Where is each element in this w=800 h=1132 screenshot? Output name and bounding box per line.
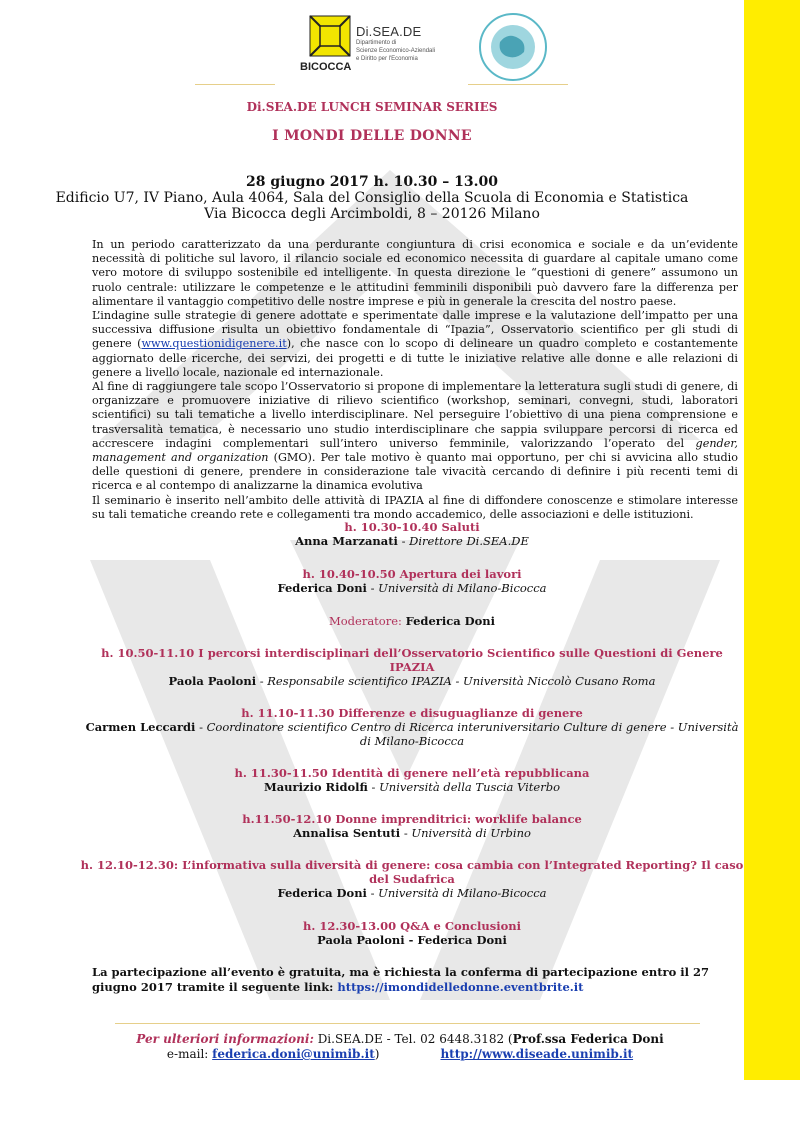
program-item-8: h. 12.30-13.00 Q&A e Conclusioni Paola Paoloni - Federica Doni	[303, 919, 521, 947]
observatory-logo	[478, 12, 548, 82]
footer-contact: Prof.ssa Federica Doni	[512, 1032, 664, 1046]
intro-paragraph-1: In un periodo caratterizzato da una perdurante congiuntura di crisi economica e sociale e da un’evidente necessità di politiche sul lavoro, il rilancio sociale ed economico necessita di guardare al capitale umano come vero motore di sviluppo sostenibile ed intelligente. In questa direzione le “questioni di genere” assumono un ruolo centrale: utilizzare le competenze e le attitudini femminili disponibili può davvero fare la differenza per alimentare il vantaggio competitivo delle nostre imprese e più in generale la crescita del nostro paese.	[92, 238, 738, 308]
program-item-4: h. 11.10-11.30 Differenze e disuguaglianze di genere Carmen Leccardi - Coordinatore scientifico Centro di Ricerca interuniversitario Culture di genere - Università di Milano-Bicocca	[85, 706, 739, 748]
footer-divider	[115, 1023, 700, 1024]
header-divider-right	[468, 84, 568, 85]
program-item-2: h. 10.40-10.50 Apertura dei lavori Federica Doni - Università di Milano-Bicocca	[277, 567, 547, 595]
dept-sub-2: Scienze Economico-Aziendali	[356, 48, 436, 54]
series-title: Di.SEA.DE LUNCH SEMINAR SERIES	[246, 100, 498, 114]
event-venue: Edificio U7, IV Piano, Aula 4064, Sala del Consiglio della Scuola di Economia e Statistica	[55, 190, 689, 206]
program-item-6: h.11.50-12.10 Donne imprenditrici: worklife balance Annalisa Sentuti - Università di Urbino	[242, 812, 582, 840]
svg-text:BICOCCA: BICOCCA	[300, 61, 352, 73]
unimib-logo	[298, 14, 354, 74]
footer: Per ulteriori informazioni: Di.SEA.DE - Tel. 02 6448.3182 (Prof.ssa Federica Doni e-mail: federica.doni@unimib.it) http://www.diseade.unimib.it	[136, 1032, 664, 1061]
side-yellow-bar	[744, 0, 800, 1080]
eventbrite-link[interactable]: https://imondidelledonne.eventbrite.it	[337, 980, 584, 994]
program-item-7: h. 12.10-12.30: L’informativa sulla diversità di genere: cosa cambia con l’Integrated Reporting? Il caso del Sudafrica Federica Doni - Università di Milano-Bicocca	[80, 858, 744, 900]
header-divider-left	[195, 84, 275, 85]
intro-paragraph-4: Il seminario è inserito nell’ambito delle attività di IPAZIA al fine di diffondere conoscenze e stimolare interesse su tali tematiche creando rete e collegamenti tra mondo accademico, delle associazioni e delle istituzioni.	[92, 493, 738, 521]
disea-logo	[356, 24, 466, 63]
intro-text	[92, 238, 738, 522]
page-title: I MONDI DELLE DONNE	[272, 128, 472, 144]
program-item-1: h. 10.30-10.40 Saluti Anna Marzanati - Direttore Di.SEA.DE	[295, 520, 529, 548]
registration-note: La partecipazione all’evento è gratuita, ma è richiesta la conferma di partecipazione entro il 27 giugno 2017 tramite il seguente link: https://imondidelledonne.eventbrite.it	[92, 965, 710, 994]
dept-sub-1: Dipartimento di	[356, 40, 397, 46]
event-date: 28 giugno 2017 h. 10.30 – 13.00	[245, 174, 498, 190]
event-address: Via Bicocca degli Arcimboldi, 8 – 20126 Milano	[204, 206, 540, 222]
website-link[interactable]: http://www.diseade.unimib.it	[440, 1047, 634, 1061]
email-link[interactable]: federica.doni@unimib.it	[212, 1047, 375, 1061]
moderator: Moderatore: Federica Doni	[328, 614, 496, 628]
footer-label: Per ulteriori informazioni:	[136, 1032, 314, 1046]
event-info	[0, 174, 744, 222]
dept-name: Di.SEA.DE	[356, 24, 422, 39]
program-item-5: h. 11.30-11.50 Identità di genere nell’età repubblicana Maurizio Ridolfi - Università della Tuscia Viterbo	[234, 766, 590, 794]
program-item-3: h. 10.50-11.10 I percorsi interdisciplinari dell’Osservatorio Scientifico sulle Questioni di Genere IPAZIA Paola Paoloni - Responsabile scientifico IPAZIA - Università Niccolò Cusano Roma	[101, 646, 723, 688]
intro-paragraph-3: Al fine di raggiungere tale scopo l’Osservatorio si propone di implementare la letteratura sugli studi di genere, di organizzare e promuovere iniziative di rilievo scientifico (workshop, seminari, convegni, studi, laboratori scientifici) su tali tematiche a livello interdisciplinare. Nel perseguire l’obiettivo di una piena comprensione e trasversalità tematica, è necessario uno studio interdisciplinare che sappia sviluppare percorsi di ricerca ed accrescere indagini complementari sull’intero universo femminile, valorizzando l’operato del gender, management and organization (GMO). Per tale motivo è quanto mai opportuno, per chi si avvicina allo studio delle questioni di genere, prendere in considerazione tale vivacità cercando di definire i più recenti temi di ricerca e al contempo di analizzarne la dinamica evolutiva	[92, 380, 738, 493]
intro-paragraph-2: L’indagine sulle strategie di genere adottate e sperimentate dalle imprese e la valutazione dell’impatto per una successiva diffusione risulta un obiettivo fondamentale di “Ipazia”, Osservatorio scientifico per gli studi di genere (www.questionidigenere.it), che nasce con lo scopo di delineare un quadro completo e costantemente aggiornato delle ricerche, dei servizi, dei progetti e di tutte le iniziative relative alle donne e alle relazioni di genere a livello locale, nazionale ed internazionale.	[92, 309, 738, 379]
questionidigenere-link[interactable]: www.questionidigenere.it	[141, 337, 287, 351]
dept-sub-3: e Diritto per l'Economia	[356, 56, 418, 62]
